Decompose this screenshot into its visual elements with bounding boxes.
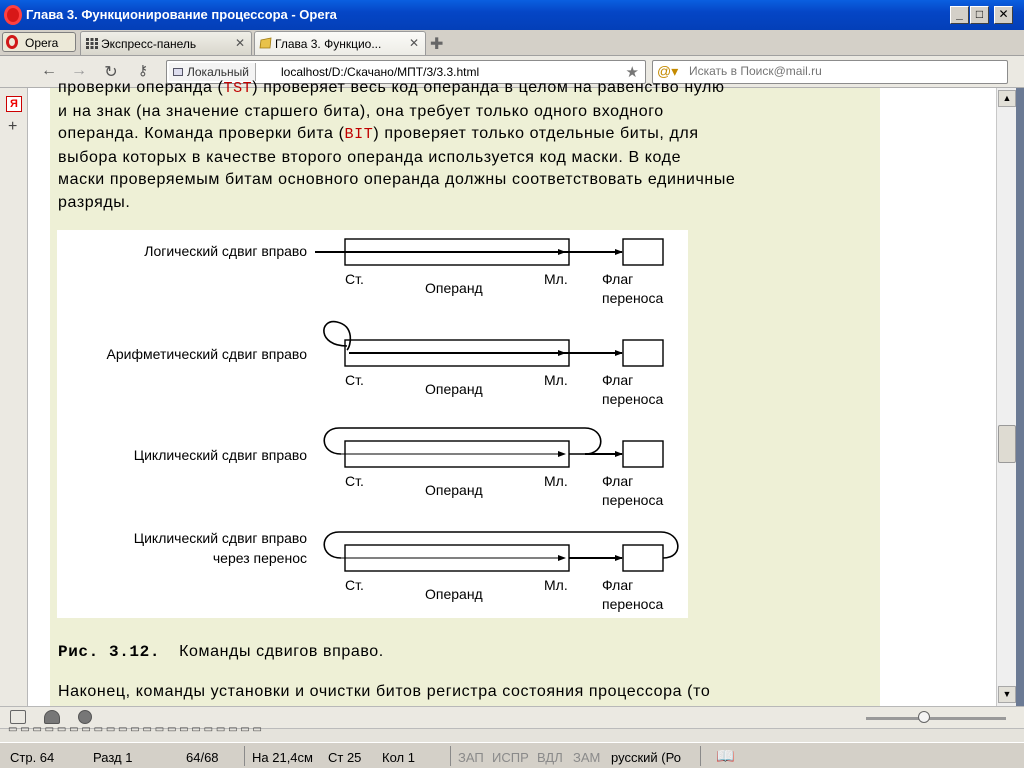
row-label: Циклический сдвиг вправо: [133, 530, 307, 546]
scroll-up-icon[interactable]: ▲: [998, 90, 1016, 107]
zoom-slider[interactable]: [866, 717, 1006, 720]
shift-diagram-svg: [57, 230, 688, 618]
arithmetic-shift-row: [107, 322, 664, 407]
svg-text:Флаг: Флаг: [602, 271, 634, 287]
rotate-through-carry-row: [134, 530, 678, 612]
zoom-slider-thumb[interactable]: [918, 711, 930, 723]
status-column: Кол 1: [382, 750, 415, 765]
vertical-scrollbar[interactable]: [996, 88, 1016, 706]
svg-text:переноса: переноса: [602, 290, 664, 306]
svg-text:Мл.: Мл.: [544, 577, 568, 593]
tab-bar: [0, 30, 1024, 56]
opera-menu-label: Opera: [25, 36, 59, 50]
back-icon[interactable]: ←: [41, 62, 57, 79]
close-tab-icon[interactable]: ✕: [234, 36, 245, 50]
figure-caption-text: Команды сдвигов вправо.: [179, 643, 384, 660]
close-tab-icon[interactable]: ✕: [408, 36, 419, 50]
rotate-right-row: [134, 428, 664, 508]
page-icon: [260, 38, 272, 49]
svg-text:Операнд: Операнд: [425, 381, 483, 397]
text-line: проверки операнда (TST) проверяет весь код операнда в целом на равенство нулю: [58, 79, 725, 97]
tab-label: Глава 3. Функцио...: [275, 37, 382, 51]
url-text[interactable]: localhost/D:/Скачано/МПТ/3/3.3.html: [281, 65, 480, 79]
spelling-book-icon[interactable]: 📖: [716, 748, 735, 765]
svg-text:Операнд: Операнд: [425, 482, 483, 498]
logical-shift-row: [144, 239, 663, 306]
grid-icon: [86, 38, 98, 49]
key-icon[interactable]: ⚷: [137, 62, 149, 78]
shift-diagram: [57, 230, 688, 618]
svg-text:Флаг: Флаг: [602, 473, 634, 489]
svg-text:Операнд: Операнд: [425, 586, 483, 602]
text-line: разряды.: [58, 193, 131, 211]
svg-text:Ст.: Ст.: [345, 473, 364, 489]
status-language[interactable]: русский (Ро: [611, 750, 681, 765]
close-button[interactable]: ✕: [994, 6, 1013, 24]
opera-menu-button[interactable]: [2, 32, 76, 52]
reload-icon[interactable]: ↻: [104, 64, 118, 81]
svg-text:Ст.: Ст.: [345, 372, 364, 388]
text-line: операнда. Команда проверки бита (BIT) проверяет только отдельные биты, для: [58, 125, 699, 143]
text-line: и на знак (на значение старшего бита), она требует только одного входного: [58, 102, 664, 120]
status-section: Разд 1: [93, 750, 133, 765]
svg-text:Мл.: Мл.: [544, 271, 568, 287]
window-title: Глава 3. Функционирование процессора - Opera: [26, 7, 337, 22]
minimize-button[interactable]: _: [950, 6, 969, 24]
status-extend[interactable]: ВДЛ: [537, 750, 563, 765]
paragraph: [58, 681, 870, 704]
status-pages: 64/68: [186, 750, 219, 765]
svg-text:Ст.: Ст.: [345, 577, 364, 593]
status-page: Стр. 64: [10, 750, 55, 765]
status-line: Ст 25: [328, 750, 362, 765]
new-tab-icon[interactable]: ✚: [430, 36, 444, 53]
desktop-edge: [1016, 88, 1024, 706]
tab-label: Экспресс-панель: [101, 37, 197, 51]
mailru-search-icon[interactable]: @▾: [657, 63, 679, 79]
local-badge-label: Локальный: [187, 65, 249, 79]
status-track[interactable]: ИСПР: [492, 750, 529, 765]
row-label: Арифметический сдвиг вправо: [106, 346, 307, 362]
row-label: Циклический сдвиг вправо: [133, 447, 307, 463]
cloud-icon[interactable]: [44, 710, 60, 724]
row-label: через перенос: [212, 550, 307, 566]
text-line: Наконец, команды установки и очистки битов регистра состояния процессора (то: [58, 683, 711, 700]
side-panel: [0, 88, 28, 706]
svg-text:Флаг: Флаг: [602, 577, 634, 593]
speed-icon[interactable]: [78, 710, 92, 724]
title-bar: [0, 0, 1024, 30]
row-label: Логический сдвиг вправо: [144, 243, 307, 259]
maximize-button[interactable]: □: [970, 6, 989, 24]
tab-speed-dial[interactable]: [80, 31, 252, 55]
forward-icon[interactable]: →: [71, 62, 87, 79]
text-line: маски проверяемым битам основного операнда должны соответствовать единичные: [58, 171, 736, 188]
document-page: [50, 79, 880, 706]
hidden-toolbar-strip: ▭ ▭ ▭ ▭ ▭ ▭ ▭ ▭ ▭ ▭ ▭ ▭ ▭ ▭ ▭ ▭ ▭ ▭ ▭ ▭ ▭: [0, 728, 1024, 742]
scroll-thumb[interactable]: [998, 425, 1016, 463]
scroll-down-icon[interactable]: ▼: [998, 686, 1016, 703]
add-panel-icon[interactable]: +: [8, 118, 18, 135]
figure-caption: [58, 643, 384, 661]
search-input[interactable]: [689, 64, 989, 78]
svg-text:Мл.: Мл.: [544, 473, 568, 489]
panel-toggle-icon[interactable]: [10, 710, 26, 724]
paragraph: [58, 77, 870, 214]
page-viewport: [28, 79, 996, 706]
svg-text:Флаг: Флаг: [602, 372, 634, 388]
status-bar: [0, 742, 1024, 768]
yandex-icon[interactable]: Я: [6, 96, 22, 112]
svg-text:Операнд: Операнд: [425, 280, 483, 296]
svg-text:переноса: переноса: [602, 596, 664, 612]
opera-logo-icon: [4, 5, 22, 25]
figure-number: Рис. 3.12.: [58, 643, 161, 661]
monitor-icon: [173, 68, 183, 76]
svg-text:переноса: переноса: [602, 492, 664, 508]
status-rec[interactable]: ЗАП: [458, 750, 484, 765]
svg-text:переноса: переноса: [602, 391, 664, 407]
svg-text:Ст.: Ст.: [345, 271, 364, 287]
svg-text:Мл.: Мл.: [544, 372, 568, 388]
bookmark-star-icon[interactable]: ★: [625, 64, 639, 81]
tab-chapter-3[interactable]: [254, 31, 426, 55]
status-overtype[interactable]: ЗАМ: [573, 750, 601, 765]
status-position: На 21,4см: [252, 750, 313, 765]
text-line: выбора которых в качестве второго операнда используется код маски. В коде: [58, 148, 682, 166]
opera-o-icon: [6, 35, 18, 49]
